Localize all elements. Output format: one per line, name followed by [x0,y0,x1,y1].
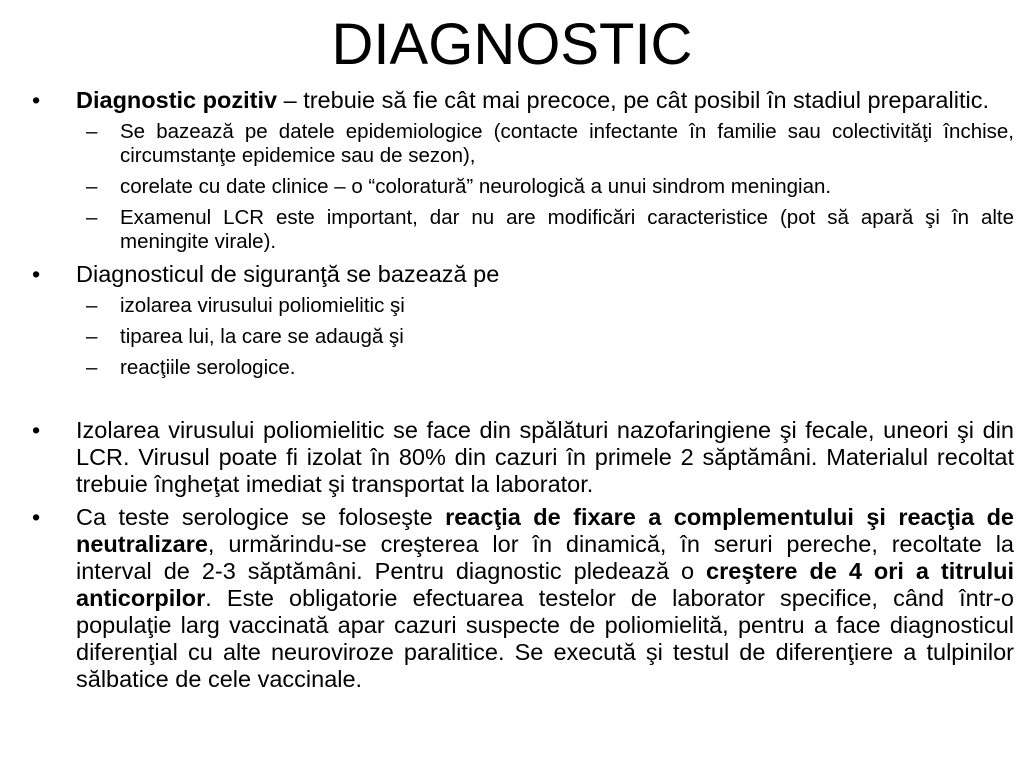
sub-bullet-text: reacţiile serologice. [120,356,296,379]
dash-mark: – [86,120,98,143]
dash-mark: – [86,175,98,198]
bullet-bold-phrase: reacţia de fixare a complementului şi reacţia de neutralizare [76,504,1014,557]
spacer [28,387,1014,417]
slide-content [28,87,1014,699]
sub-bullet [28,294,1014,318]
sub-bullet-text: tiparea lui, la care se adaugă şi [120,325,404,348]
bullet-mark: • [32,504,41,530]
sub-bullet-text: izolarea virusului poliomielitic şi [120,294,405,317]
sub-bullet [28,356,1014,380]
sub-bullet [28,325,1014,349]
sub-bullet [28,175,1014,199]
dash-mark: – [86,206,98,229]
bullet-diagnostic-siguranta [28,261,1014,288]
sub-bullet [28,120,1014,168]
bullet-text: – trebuie să fie cât mai precoce, pe cât posibil în stadiul preparalitic. [277,87,989,113]
sub-bullet [28,206,1014,254]
slide-title: DIAGNOSTIC [331,12,693,77]
bullet-teste-serologice [28,504,1014,693]
dash-mark: – [86,294,98,317]
bullet-mark: • [32,417,41,443]
bullet-mark: • [32,261,41,287]
sub-bullet-text: corelate cu date clinice – o “coloratură” neurologică a unui sindrom meningian. [120,175,832,198]
bullet-bold-phrase: creştere de 4 ori a titrului anticorpilor [76,558,1014,611]
bullet-text-part: , urmărindu-se creşterea lor în dinamică, în seruri pereche, recoltate la interval de 2-3 săptămâni. Pentru diagnostic pledează o [76,531,1014,584]
dash-mark: – [86,325,98,348]
bullet-izolarea-virusului [28,417,1014,498]
bullet-bold-heading: Diagnostic pozitiv [76,87,278,113]
sub-bullet-text: Examenul LCR este important, dar nu are modificări caracteristice (pot să apară şi în alte meningite virale). [120,206,1014,253]
bullet-text: Diagnosticul de siguranţă se bazează pe [76,261,500,287]
bullet-text-part: . Este obligatorie efectuarea testelor de laborator specifice, când într-o populaţie larg vaccinată apar cazuri suspecte de poliomielită, pentru a face diagnosticul diferenţial cu alte neuroviroze paralitice. Se execută şi testul de diferenţiere a tulpinilor sălbatice de cele vaccinale. [76,585,1014,692]
bullet-text: Izolarea virusului poliomielitic se face din spălături nazofaringiene şi fecale, uneori şi din LCR. Virusul poate fi izolat în 80% din cazuri în primele 2 săptămâni. Materialul recoltat trebuie îngheţat imediat şi transportat la laborator. [76,417,1014,497]
bullet-mark: • [32,87,41,113]
sub-bullet-text: Se bazează pe datele epidemiologice (contacte infectante în familie sau colectivităţi închise, circumstanţe epidemice sau de sezon), [120,120,1014,167]
bullet-diagnostic-pozitiv [28,87,1014,114]
dash-mark: – [86,356,98,379]
bullet-text-part: Ca teste serologice se foloseşte [76,504,446,530]
